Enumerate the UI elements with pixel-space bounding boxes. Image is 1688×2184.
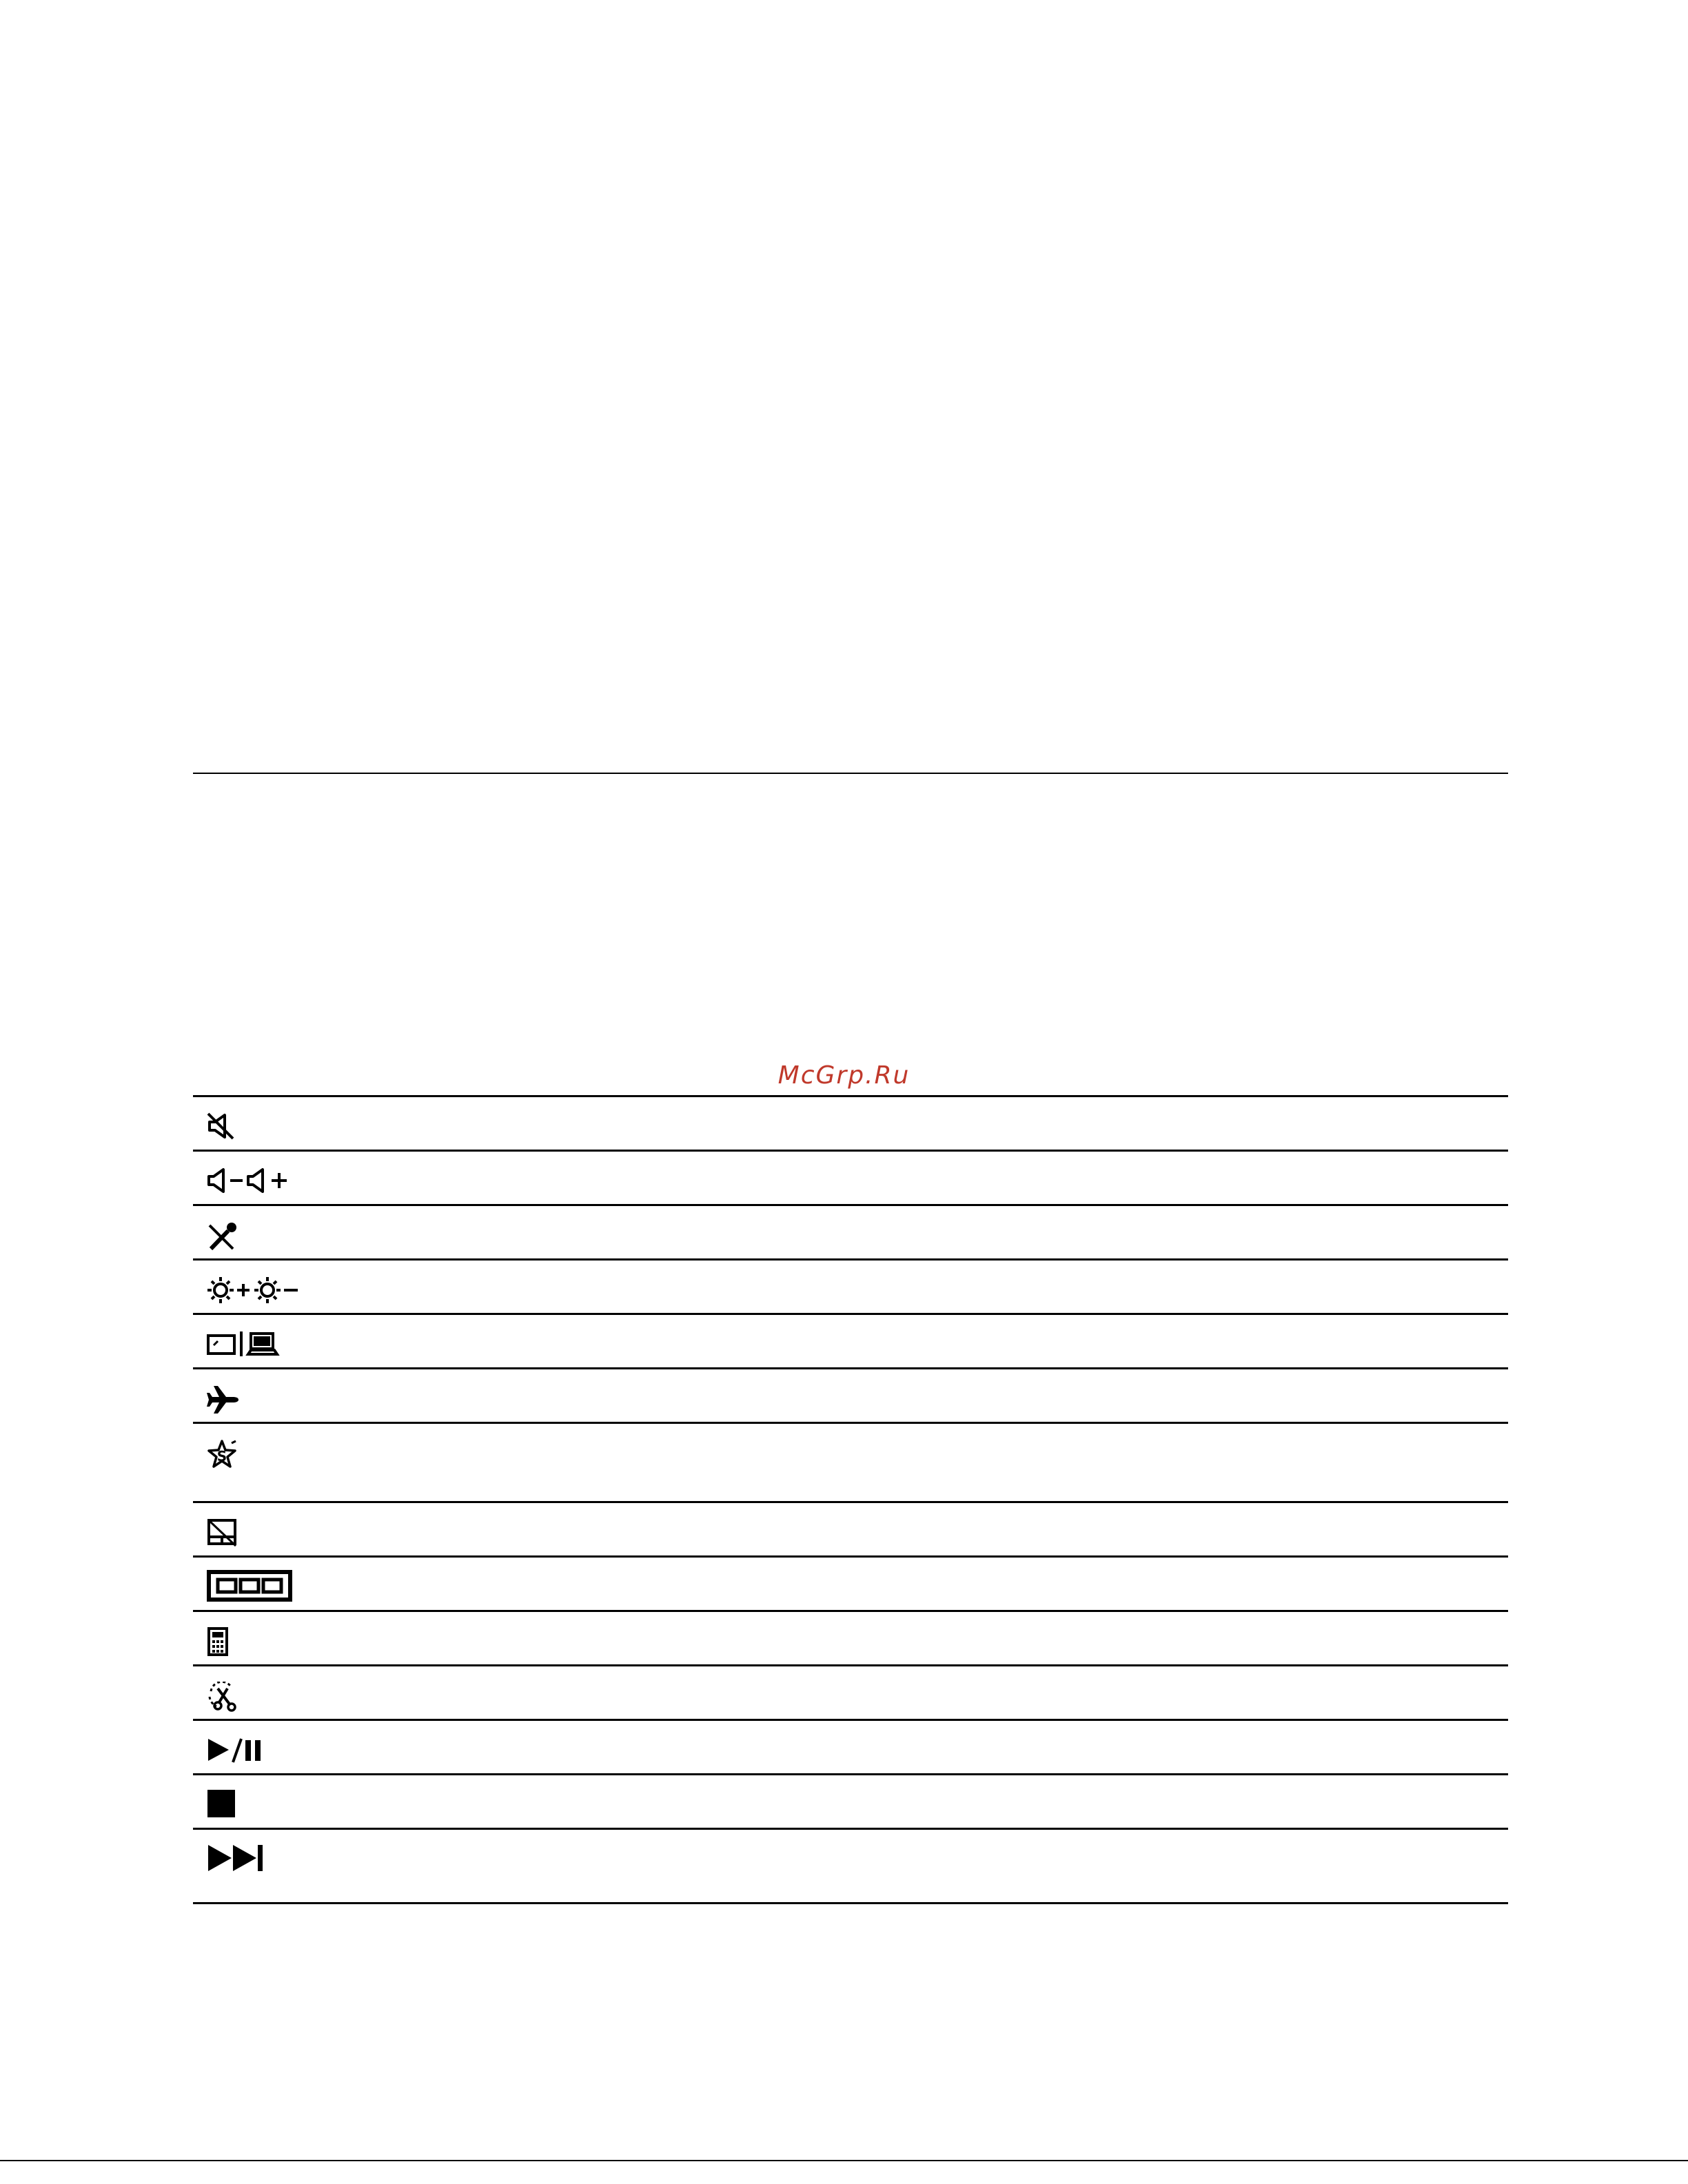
table-row <box>193 1503 1508 1558</box>
table-row <box>193 1261 1508 1315</box>
hotkey-table <box>193 1095 1508 1904</box>
speaker-mute-icon <box>207 1112 237 1140</box>
watermark-text: McGrp.Ru <box>777 1061 911 1090</box>
table-row <box>193 1369 1508 1424</box>
volume-down-up-icon <box>207 1167 292 1194</box>
display-switch-icon <box>207 1330 280 1358</box>
table-row <box>193 1721 1508 1775</box>
keyboard-backlight-icon <box>207 1570 292 1602</box>
next-track-icon <box>207 1842 266 1874</box>
table-row <box>193 1424 1508 1503</box>
touchpad-off-icon <box>207 1518 238 1547</box>
svg-text:S: S <box>216 1448 227 1464</box>
brightness-up-down-icon <box>207 1276 301 1305</box>
table-row <box>193 1775 1508 1830</box>
table-row <box>193 1666 1508 1721</box>
table-row <box>193 1315 1508 1369</box>
section-divider <box>193 773 1508 774</box>
table-row <box>193 1152 1508 1206</box>
snipping-tool-icon <box>207 1682 240 1712</box>
table-row <box>193 1558 1508 1612</box>
microphone-mute-icon <box>207 1221 238 1252</box>
table-row <box>193 1612 1508 1666</box>
page-footer-rule <box>0 2160 1688 2161</box>
star-s-icon <box>207 1439 238 1469</box>
stop-icon <box>207 1789 236 1818</box>
table-row <box>193 1830 1508 1904</box>
play-pause-icon <box>207 1736 265 1764</box>
calculator-icon <box>207 1627 230 1656</box>
table-row <box>193 1097 1508 1152</box>
table-row <box>193 1206 1508 1261</box>
airplane-mode-icon <box>207 1385 240 1415</box>
